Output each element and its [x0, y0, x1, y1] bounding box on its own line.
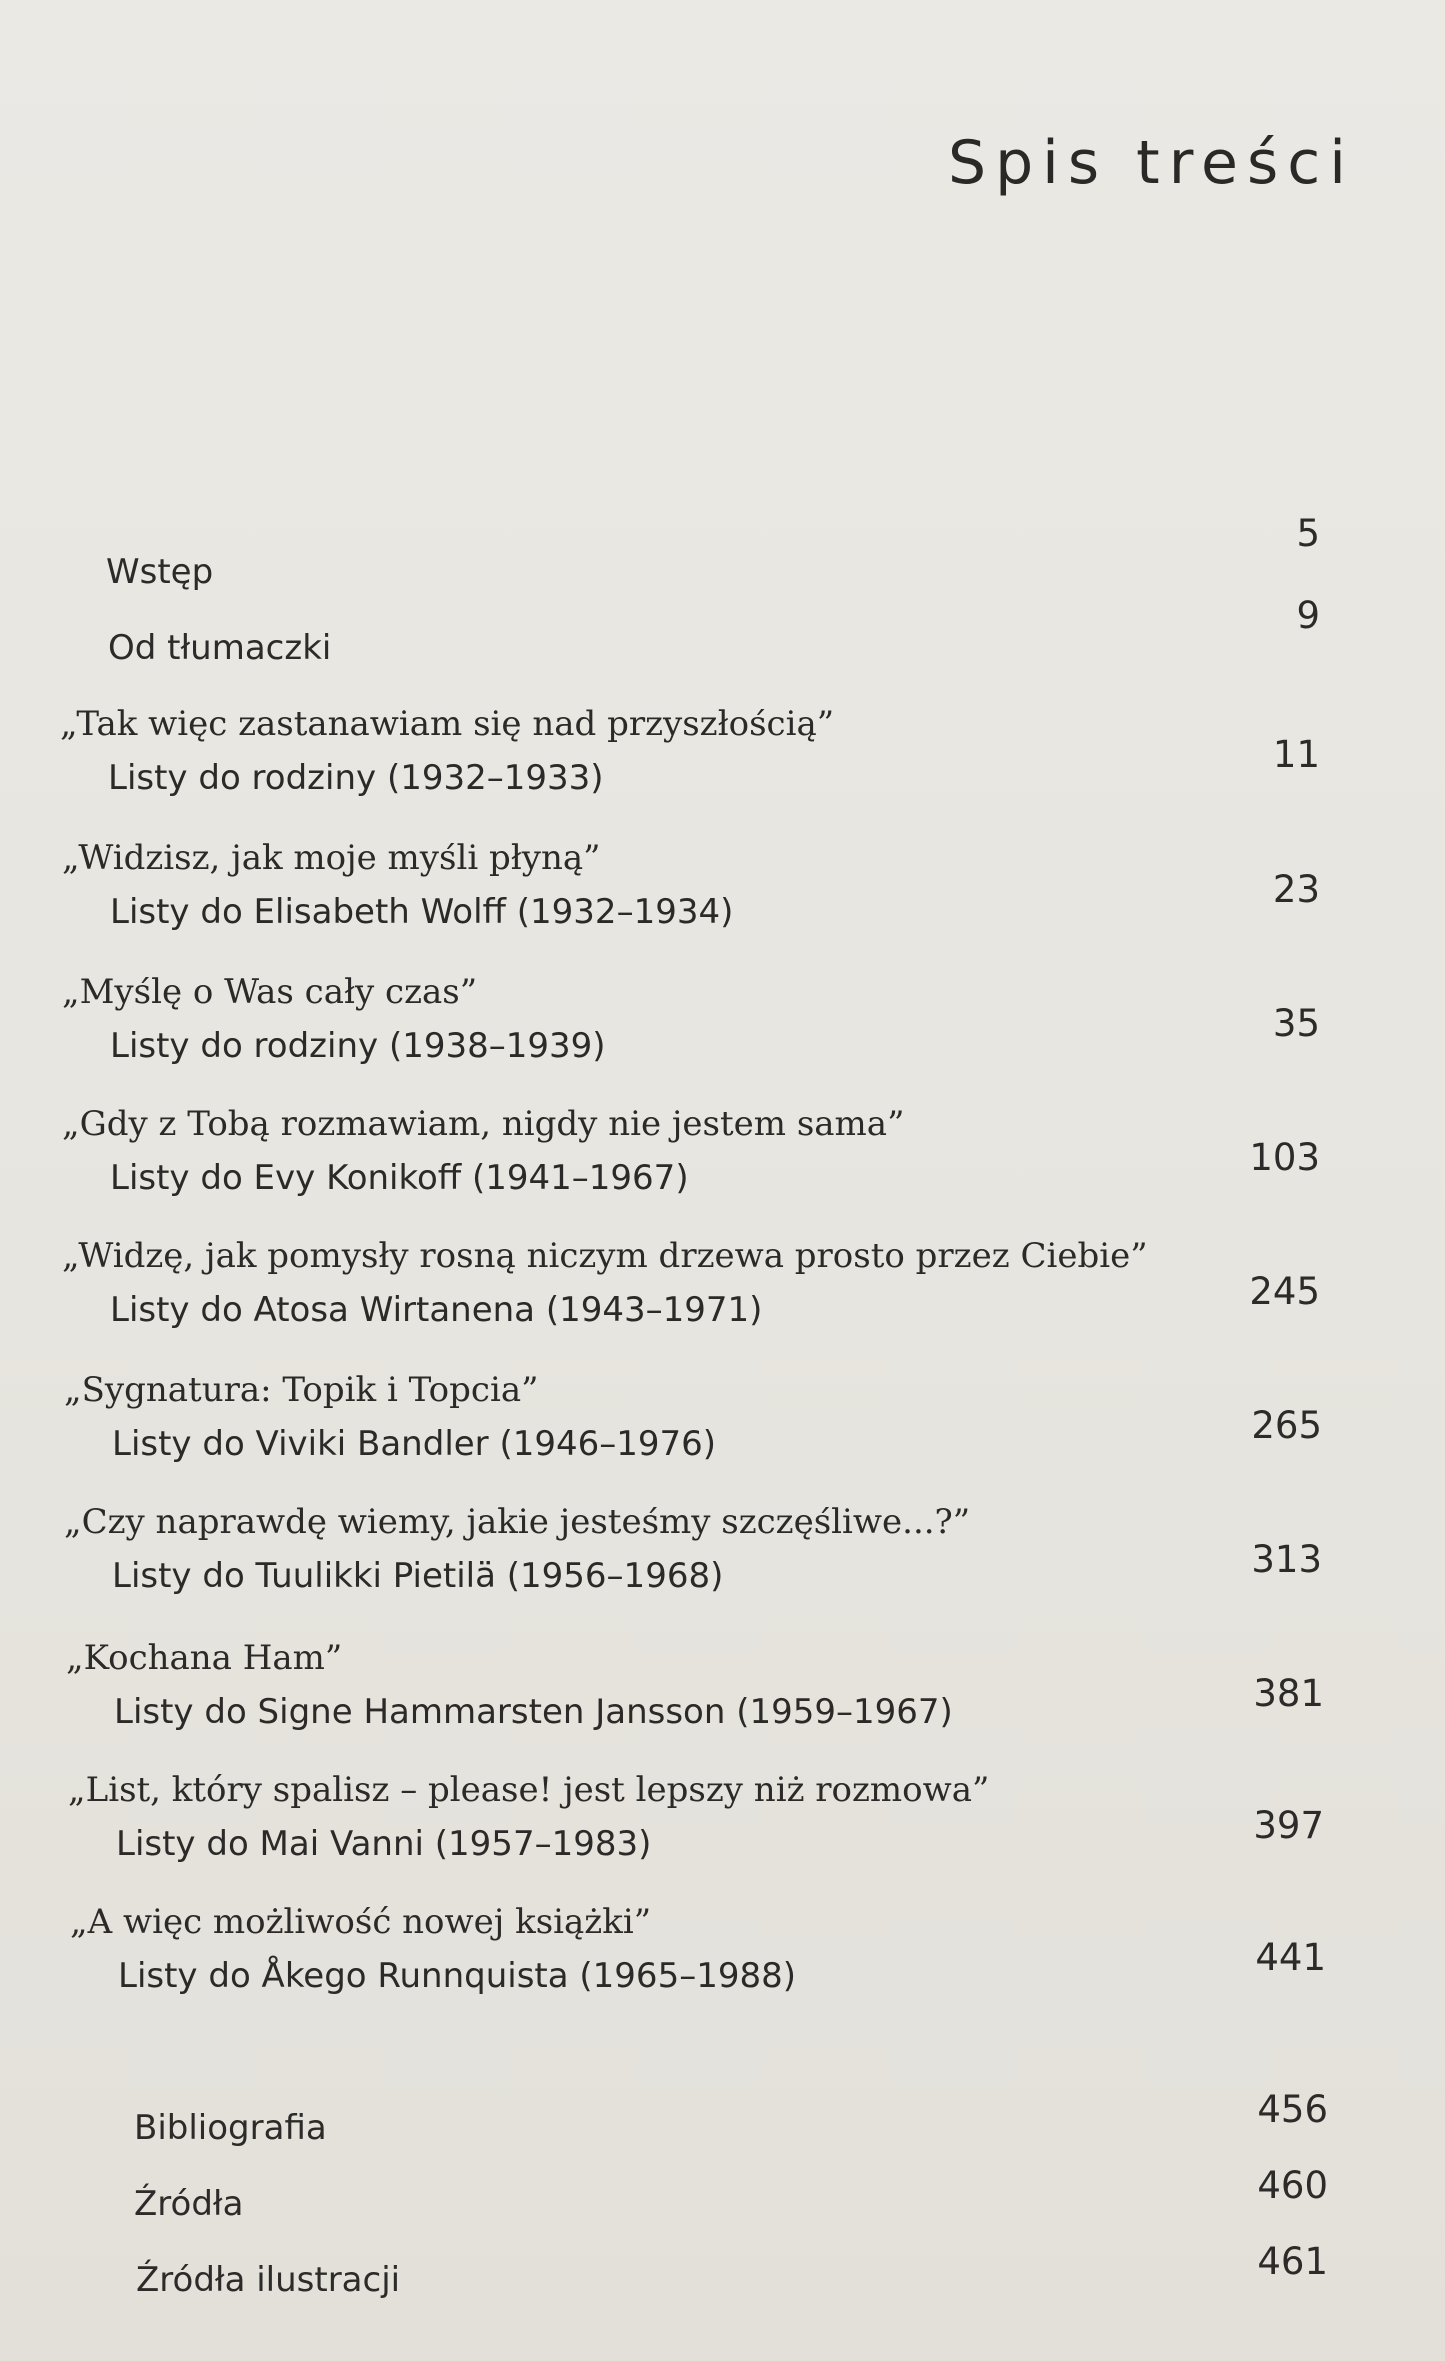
toc-chapter: [66, 1638, 953, 1732]
toc-chapter: [64, 1502, 970, 1596]
toc-page-number: 397: [1253, 1804, 1324, 1847]
chapter-subtitle: Listy do Atosa Wirtanena (1943–1971): [110, 1290, 763, 1330]
chapter-quote: „Widzę, jak pomysły rosną niczym drzewa prosto przez Ciebie”: [62, 1236, 1148, 1276]
chapter-quote: „List, który spalisz – please! jest lepszy niż rozmowa”: [68, 1770, 990, 1810]
chapter-quote: „Tak więc zastanawiam się nad przyszłością”: [60, 704, 835, 744]
toc-page-number: 11: [1272, 733, 1320, 776]
toc-page-number: 103: [1249, 1136, 1320, 1179]
chapter-quote: „Czy naprawdę wiemy, jakie jesteśmy szczęśliwe...?”: [64, 1502, 971, 1542]
chapter-subtitle: Listy do Signe Hammarsten Jansson (1959–1967): [114, 1692, 953, 1732]
toc-chapter: [60, 704, 834, 798]
chapter-quote: „Gdy z Tobą rozmawiam, nigdy nie jestem sama”: [62, 1104, 905, 1144]
toc-page-number: 313: [1251, 1538, 1322, 1581]
toc-chapter: [64, 1370, 716, 1464]
toc-chapter: [68, 1770, 989, 1864]
toc-page-number: 460: [1257, 2164, 1328, 2207]
toc-page-number: 461: [1257, 2240, 1328, 2283]
chapter-subtitle: Listy do rodziny (1932–1933): [108, 758, 604, 798]
page-title: Spis treści: [948, 128, 1355, 198]
toc-chapter: [62, 1236, 1148, 1330]
toc-item-wstep: Wstęp: [106, 552, 214, 592]
toc-page-number: 35: [1272, 1002, 1320, 1045]
chapter-subtitle: Listy do Tuulikki Pietilä (1956–1968): [112, 1556, 724, 1596]
toc-page-number: 9: [1296, 594, 1320, 637]
toc-page-number: 245: [1249, 1270, 1320, 1313]
toc-page-number: 456: [1257, 2088, 1328, 2131]
toc-item-zrodla: Źródła: [134, 2184, 244, 2224]
toc-page-number: 441: [1255, 1936, 1326, 1979]
toc-item-bibliografia: Bibliografia: [134, 2108, 327, 2148]
chapter-subtitle: Listy do Elisabeth Wolff (1932–1934): [110, 892, 734, 932]
chapter-quote: „Myślę o Was cały czas”: [62, 972, 478, 1012]
toc-chapter: [62, 1104, 904, 1198]
chapter-subtitle: Listy do rodziny (1938–1939): [110, 1026, 606, 1066]
chapter-quote: „A więc możliwość nowej książki”: [70, 1902, 652, 1942]
toc-item-od-tlumaczki: Od tłumaczki: [108, 628, 332, 668]
chapter-quote: „Kochana Ham”: [66, 1638, 343, 1678]
chapter-subtitle: Listy do Viviki Bandler (1946–1976): [112, 1424, 717, 1464]
toc-chapter: [62, 838, 733, 932]
toc-chapter: [62, 972, 606, 1066]
toc-page-number: 23: [1272, 868, 1320, 911]
toc-chapter: [70, 1902, 796, 1996]
toc-item-zrodla-ilustracji: Źródła ilustracji: [136, 2260, 401, 2300]
toc-page-number: 381: [1253, 1672, 1324, 1715]
chapter-subtitle: Listy do Evy Konikoff (1941–1967): [110, 1158, 689, 1198]
chapter-subtitle: Listy do Åkego Runnquista (1965–1988): [118, 1956, 796, 1996]
toc-page-number: 265: [1251, 1404, 1322, 1447]
toc-page-number: 5: [1296, 512, 1320, 555]
chapter-subtitle: Listy do Mai Vanni (1957–1983): [116, 1824, 652, 1864]
chapter-quote: „Sygnatura: Topik i Topcia”: [64, 1370, 539, 1410]
chapter-quote: „Widzisz, jak moje myśli płyną”: [62, 838, 601, 878]
